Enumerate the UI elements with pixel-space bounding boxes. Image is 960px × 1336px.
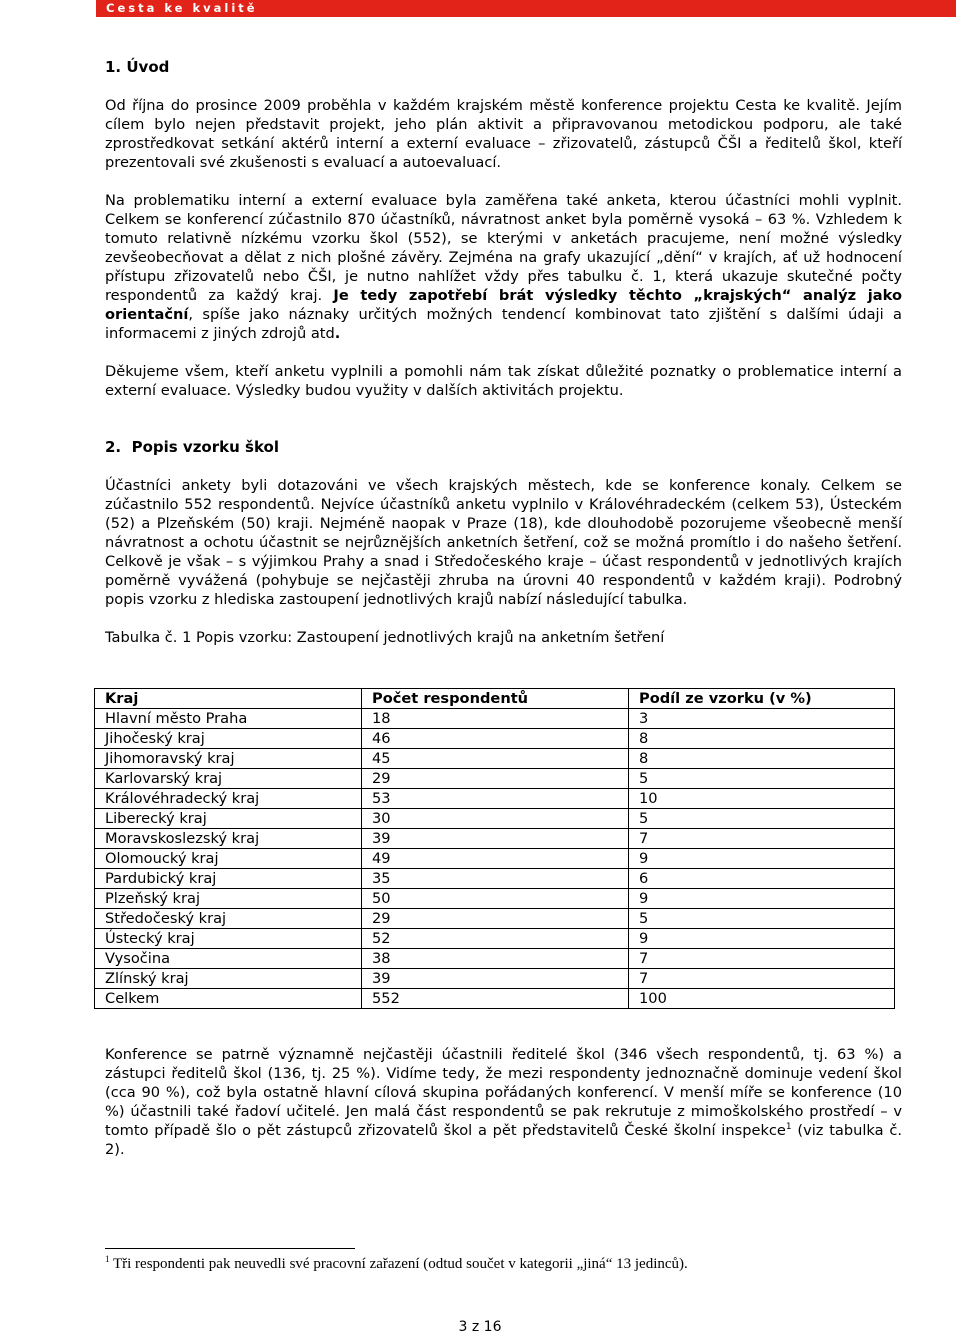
footnote xyxy=(105,1256,905,1273)
after-text-b: (viz tabulka č. 2). xyxy=(105,1122,902,1158)
after-text-a: Konference se patrně významně nejčastěji účastnili ředitelé škol (346 všech respondentů, tj. 63 %) a zástupci ředitelů škol (136, tj. 25 %). Vidíme tedy, že mezi respondenty jednoznačně dominuje vedení škol (cca 90 %), což byla ostatně hlavní cílová skupina pořádaných konferencí. V menší míře se konference (10 %) účastnili také řadoví učitelé. Jen malá část respondentů se pak rekrutuje z mimoškolského prostředí – v tomto případě šlo o pět zástupců zřizovatelů škol a pět představitelů České školní inspekce xyxy=(105,1046,902,1139)
table-header-row xyxy=(95,689,895,709)
header-bar xyxy=(96,0,956,17)
cell-region: Jihočeský kraj xyxy=(95,729,362,749)
cell-count: 30 xyxy=(362,809,629,829)
table-row xyxy=(95,989,895,1009)
cell-region: Královéhradecký kraj xyxy=(95,789,362,809)
cell-region: Ústecký kraj xyxy=(95,929,362,949)
section-2-number: 2. xyxy=(105,438,122,456)
cell-region: Plzeňský kraj xyxy=(95,889,362,909)
footnote-number: 1 xyxy=(105,1254,110,1264)
page-number: 3 z 16 xyxy=(458,1319,502,1335)
cell-count: 45 xyxy=(362,749,629,769)
table-row xyxy=(95,889,895,909)
brand-title: Cesta ke kvalitě xyxy=(106,1,258,15)
cell-region: Středočeský kraj xyxy=(95,909,362,929)
cell-count: 49 xyxy=(362,849,629,869)
table-row xyxy=(95,769,895,789)
cell-region: Karlovarský kraj xyxy=(95,769,362,789)
table-row xyxy=(95,809,895,829)
table-row xyxy=(95,909,895,929)
after-table-paragraph xyxy=(105,1045,902,1159)
cell-share: 9 xyxy=(629,929,895,949)
cell-share: 3 xyxy=(629,709,895,729)
p2-text-a: Na problematiku interní a externí evaluace byla zaměřena také anketa, kterou účastníci mohli vyplnit. Celkem se konferencí zúčastnilo 870 účastníků, návratnost anket byla poměrně vysoká – 63 %. Vzhledem k tomuto relativně nízkému vzorku škol (552), se kterými v anketách pracujeme, není možné výsledky zevšeobecňovat a dělat z nich plošné závěry. Zejména na grafy ukazující „dění“ v krajích, ať už hodnocení přístupu zřizovatelů nebo ČŠI, je nutno nahlížet vždy přes tabulku č. 1, která ukazuje skutečné počty respondentů za každý kraj. xyxy=(105,192,902,304)
section-2-title: Popis vzorku škol xyxy=(131,438,279,456)
cell-count: 52 xyxy=(362,929,629,949)
cell-share: 9 xyxy=(629,889,895,909)
after-table-content xyxy=(105,1045,902,1159)
table-row xyxy=(95,949,895,969)
table-row xyxy=(95,709,895,729)
cell-count: 18 xyxy=(362,709,629,729)
cell-count: 552 xyxy=(362,989,629,1009)
table-row xyxy=(95,729,895,749)
cell-region: Hlavní město Praha xyxy=(95,709,362,729)
cell-count: 53 xyxy=(362,789,629,809)
cell-share: 7 xyxy=(629,969,895,989)
cell-region: Olomoucký kraj xyxy=(95,849,362,869)
cell-share: 10 xyxy=(629,789,895,809)
section-2-paragraph-1: Účastníci ankety byli dotazováni ve všech krajských městech, kde se konference konaly. Celkem se zúčastnilo 552 respondentů. Nejvíce účastníků anketu vyplnilo v Královéhradeckém (celkem 53), Ústeckém (52) a Plzeňském (50) kraji. Nejméně naopak v Praze (18), kde dlouhodobě pozorujeme všeobecně menší návratnost a ochotu účastnit se nejrůznějších anketních šetření, což se možná promítlo i do našeho šetření. Celkově je však – s výjimkou Prahy a snad i Středočeského kraje – účast respondentů v jednotlivých krajích poměrně vyvážená (pohybuje se nejčastěji zhruba na úrovni 40 respondentů v každém kraji). Podrobný popis vzorku z hlediska zastoupení jednotlivých krajů nabízí následující tabulka. xyxy=(105,477,902,608)
table-row xyxy=(95,969,895,989)
cell-count: 46 xyxy=(362,729,629,749)
table-row xyxy=(95,869,895,889)
section-1-paragraph-3: Děkujeme všem, kteří anketu vyplnili a pomohli nám tak získat důležité poznatky o problematice interní a externí evaluace. Výsledky budou využity v dalších aktivitách projektu. xyxy=(105,363,902,399)
footnote-ref: 1 xyxy=(785,1122,792,1133)
cell-share: 5 xyxy=(629,769,895,789)
section-2-heading xyxy=(105,438,902,457)
cell-share: 7 xyxy=(629,829,895,849)
cell-region: Vysočina xyxy=(95,949,362,969)
cell-share: 6 xyxy=(629,869,895,889)
header-cell-region: Kraj xyxy=(95,689,362,709)
footnote-text: Tři respondenti pak neuvedli své pracovní zařazení (odtud součet v kategorii „jiná“ 13 jedinců). xyxy=(109,1256,688,1272)
cell-region: Jihomoravský kraj xyxy=(95,749,362,769)
region-table xyxy=(94,688,895,1009)
cell-count: 50 xyxy=(362,889,629,909)
cell-count: 39 xyxy=(362,829,629,849)
section-1-paragraph-1: Od října do prosince 2009 proběhla v každém krajském městě konference projektu Cesta ke kvalitě. Jejím cílem bylo nejen představit projekt, jeho plán aktivit a připravovanou metodickou podporu, ale také zprostředkovat setkání aktérů interní a externí evaluace – zřizovatelů, zástupců ČŠI a ředitelů škol, kteří prezentovali své zkušenosti s evaluací a autoevaluací. xyxy=(105,97,902,171)
p2-end: . xyxy=(334,325,341,342)
cell-region: Pardubický kraj xyxy=(95,869,362,889)
cell-count: 35 xyxy=(362,869,629,889)
cell-region: Celkem xyxy=(95,989,362,1009)
main-content xyxy=(105,58,902,647)
cell-count: 39 xyxy=(362,969,629,989)
cell-count: 29 xyxy=(362,769,629,789)
table-caption: Tabulka č. 1 Popis vzorku: Zastoupení jednotlivých krajů na anketním šetření xyxy=(105,629,665,646)
footnote-separator xyxy=(105,1248,355,1249)
section-1-heading: 1. Úvod xyxy=(105,58,170,76)
table-row xyxy=(95,789,895,809)
cell-share: 8 xyxy=(629,729,895,749)
header-cell-share: Podíl ze vzorku (v %) xyxy=(629,689,895,709)
p2-bold-text: Je tedy zapotřebí brát výsledky těchto „krajských“ analýz jako orientační xyxy=(105,287,902,323)
cell-share: 100 xyxy=(629,989,895,1009)
p2-text-b: , spíše jako náznaky určitých možných tendencí kombinovat tato zjištění s dalšími údaji a informacemi z jiných zdrojů atd xyxy=(105,306,902,342)
cell-share: 5 xyxy=(629,909,895,929)
cell-share: 5 xyxy=(629,809,895,829)
table-row xyxy=(95,849,895,869)
cell-share: 9 xyxy=(629,849,895,869)
table-row xyxy=(95,829,895,849)
section-1-paragraph-2 xyxy=(105,191,902,343)
header-cell-count: Počet respondentů xyxy=(362,689,629,709)
cell-count: 29 xyxy=(362,909,629,929)
cell-region: Moravskoslezský kraj xyxy=(95,829,362,849)
cell-share: 8 xyxy=(629,749,895,769)
cell-region: Zlínský kraj xyxy=(95,969,362,989)
table-row xyxy=(95,749,895,769)
cell-region: Liberecký kraj xyxy=(95,809,362,829)
cell-count: 38 xyxy=(362,949,629,969)
cell-share: 7 xyxy=(629,949,895,969)
table-row xyxy=(95,929,895,949)
